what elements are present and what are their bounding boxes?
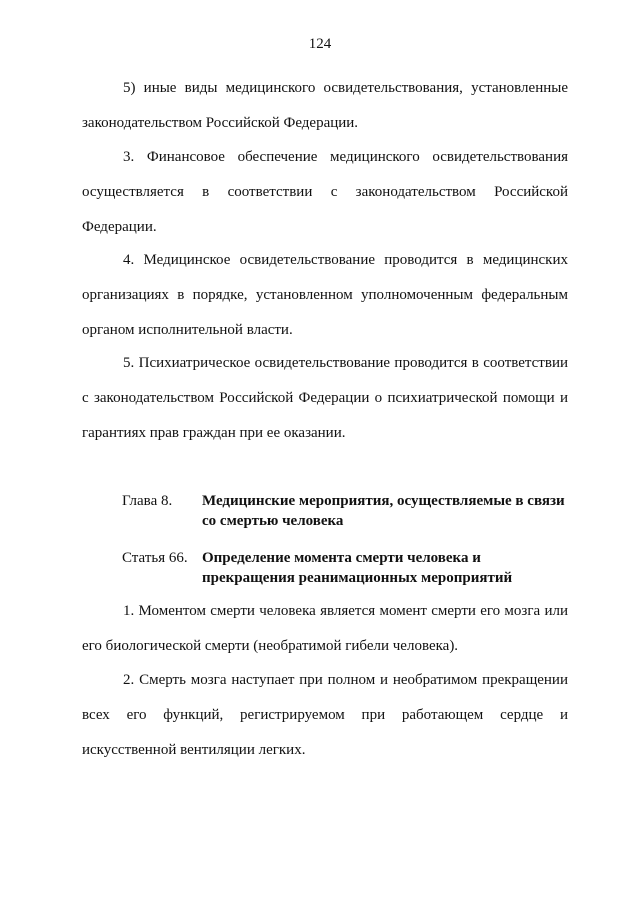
paragraph-moment-of-death <box>82 594 568 664</box>
paragraph-other-examinations <box>82 71 568 141</box>
chapter-number: Глава 8. <box>122 493 173 509</box>
paragraph-text: 4. Медицинское освидетельствование проводится в медицинских организациях в порядке, установленном уполномоченным федеральным органом исполнительной власти. <box>82 252 568 338</box>
paragraph-text: 1. Моментом смерти человека является момент смерти его мозга или его биологической смерти (необратимой гибели человека). <box>82 603 568 654</box>
paragraph-brain-death <box>82 663 568 768</box>
paragraph-text: 5. Психиатрическое освидетельствование проводится в соответствии с законодательством Российской Федерации о психиатрической помощи и гарантиях прав граждан при ее оказании. <box>82 355 568 441</box>
paragraph-financing <box>82 140 568 245</box>
paragraph-medical-organizations <box>82 243 568 348</box>
article-title: Определение момента смерти человека и прекращения реанимационных мероприятий <box>202 550 513 586</box>
paragraph-text: 5) иные виды медицинского освидетельствования, установленные законодательством Российской Федерации. <box>82 80 568 131</box>
chapter-title: Медицинские мероприятия, осуществляемые в связи со смертью человека <box>202 493 565 529</box>
page-number: 124 <box>308 36 332 52</box>
chapter-heading <box>122 491 572 531</box>
paragraph-text: 2. Смерть мозга наступает при полном и необратимом прекращении всех его функций, регистрируемом при работающем сердце и искусственной вентиляции легких. <box>82 672 568 758</box>
paragraph-psychiatric <box>82 346 568 451</box>
article-heading <box>122 548 572 588</box>
paragraph-text: 3. Финансовое обеспечение медицинского освидетельствования осуществляется в соответствии с законодательством Российской Федерации. <box>82 149 568 235</box>
article-number: Статья 66. <box>122 550 188 566</box>
